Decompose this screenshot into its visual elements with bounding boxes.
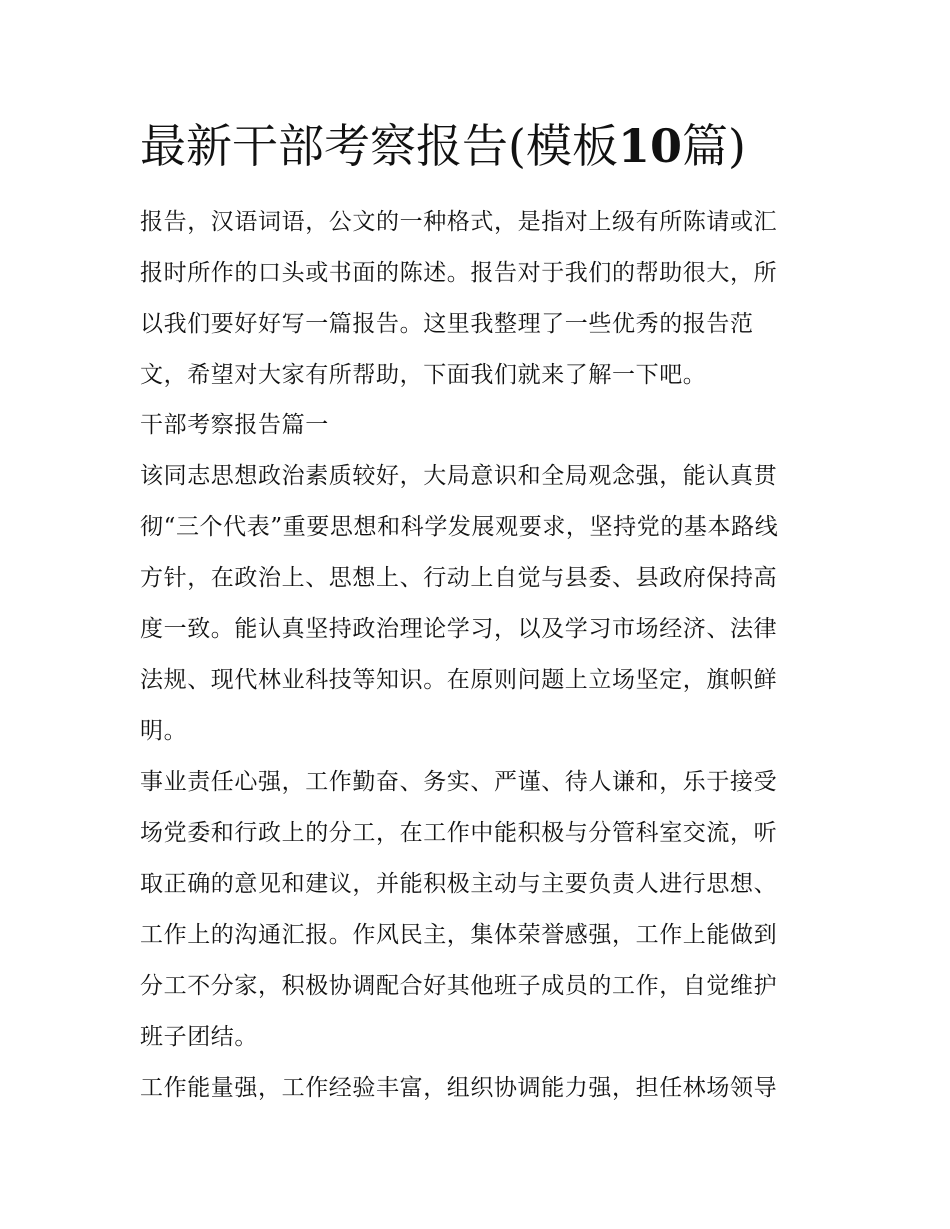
body-line: 工作上的沟通汇报。作风民主，集体荣誉感强，工作上能做到 <box>140 922 778 948</box>
body-line: 分工不分家，积极协调配合好其他班子成员的工作，自觉维护 <box>140 973 778 999</box>
body-line: 法规、现代林业科技等知识。在原则问题上立场坚定，旗帜鲜 <box>140 667 778 693</box>
body-line: 度一致。能认真坚持政治理论学习，以及学习市场经济、法律 <box>140 616 778 642</box>
body-line: 报时所作的口头或书面的陈述。报告对于我们的帮助很大，所 <box>140 260 778 286</box>
body-line: 场党委和行政上的分工，在工作中能积极与分管科室交流，听 <box>140 820 778 846</box>
body-line: 以我们要好好写一篇报告。这里我整理了一些优秀的报告范 <box>140 311 754 337</box>
section-heading: 干部考察报告篇一 <box>140 412 329 438</box>
title-number: 10 <box>617 119 682 173</box>
body-line: 事业责任心强，工作勤奋、务实、严谨、待人谦和，乐于接受 <box>140 769 778 795</box>
body-line: 该同志思想政治素质较好，大局意识和全局观念强，能认真贯 <box>140 463 778 489</box>
body-line: 彻“三个代表”重要思想和科学发展观要求，坚持党的基本路线 <box>140 514 779 540</box>
body-line: 班子团结。 <box>140 1024 258 1050</box>
body-line: 报告，汉语词语，公文的一种格式，是指对上级有所陈请或汇 <box>140 209 778 235</box>
document-title: 最新干部考察报告(模板10篇) <box>140 119 746 173</box>
body-line: 方针，在政治上、思想上、行动上自觉与县委、县政府保持高 <box>140 565 778 591</box>
body-line: 工作能量强，工作经验丰富，组织协调能力强，担任林场领导 <box>140 1075 778 1101</box>
body-line: 明。 <box>140 718 188 744</box>
body-line: 文，希望对大家有所帮助，下面我们就来了解一下吧。 <box>140 362 707 388</box>
body-line: 取正确的意见和建议，并能积极主动与主要负责人进行思想、 <box>140 871 778 897</box>
